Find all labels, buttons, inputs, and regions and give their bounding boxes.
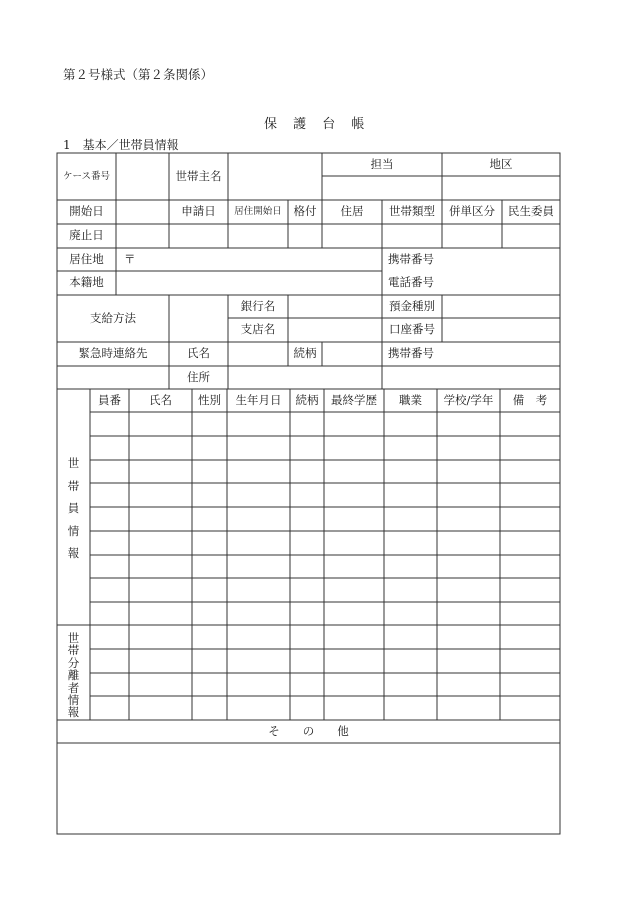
emergency-mobile-label: 携帯番号: [388, 346, 434, 361]
col-member-number: 員番: [98, 392, 121, 407]
col-birthdate: 生年月日: [235, 392, 282, 407]
col-occupation: 職業: [399, 392, 422, 407]
mobile-label: 携帯番号: [388, 251, 434, 266]
account-number-label: 口座番号: [389, 322, 435, 337]
bank-name-label: 銀行名: [240, 298, 276, 313]
kakufu-label: 格付: [293, 204, 317, 219]
heitan-label: 併単区分: [449, 204, 495, 219]
honseki-label: 本籍地: [69, 275, 104, 290]
household-members-label: 世 帯 員 情 報: [67, 456, 80, 560]
col-relation: 続柄: [295, 392, 319, 407]
other-label: そ の 他: [268, 723, 349, 738]
payment-method-label: 支給方法: [90, 310, 136, 325]
col-education: 最終学歴: [331, 392, 377, 407]
emergency-contact-label: 緊急時連絡先: [78, 346, 148, 361]
application-date-label: 申請日: [181, 204, 216, 219]
emergency-name-label: 氏名: [187, 346, 210, 361]
tantou-label: 担当: [370, 156, 394, 171]
col-name: 氏名: [149, 392, 172, 407]
deposit-type-label: 預金種別: [389, 298, 435, 313]
col-gender: 性別: [198, 392, 221, 407]
emergency-relation-label: 続柄: [293, 346, 317, 361]
branch-name-label: 支店名: [240, 322, 276, 337]
emergency-address-label: 住所: [187, 369, 210, 384]
residence-label: 住居: [340, 204, 364, 219]
chiku-label: 地区: [489, 156, 513, 171]
head-name-label: 世帯主名: [175, 168, 222, 183]
form-number: 第２号様式（第２条関係）: [63, 67, 214, 82]
start-date-label: 開始日: [69, 204, 104, 219]
case-number-label: ケース番号: [62, 170, 111, 182]
postal-mark: 〒: [124, 251, 136, 266]
minsei-label: 民生委員: [508, 204, 554, 219]
household-type-label: 世帯類型: [389, 204, 435, 219]
separated-members-label: 世 帯 分 離 者 情 報: [67, 631, 80, 720]
col-school-grade: 学校/学年: [443, 392, 494, 407]
end-date-label: 廃止日: [69, 228, 104, 243]
document-title: 保 護 台 帳: [264, 117, 366, 132]
residence-start-label: 居住開始日: [234, 206, 282, 218]
address-label: 居住地: [69, 251, 104, 266]
section-title: 1 基本／世帯員情報: [63, 138, 179, 152]
col-remarks: 備 考: [512, 392, 548, 407]
phone-label: 電話番号: [388, 275, 434, 290]
